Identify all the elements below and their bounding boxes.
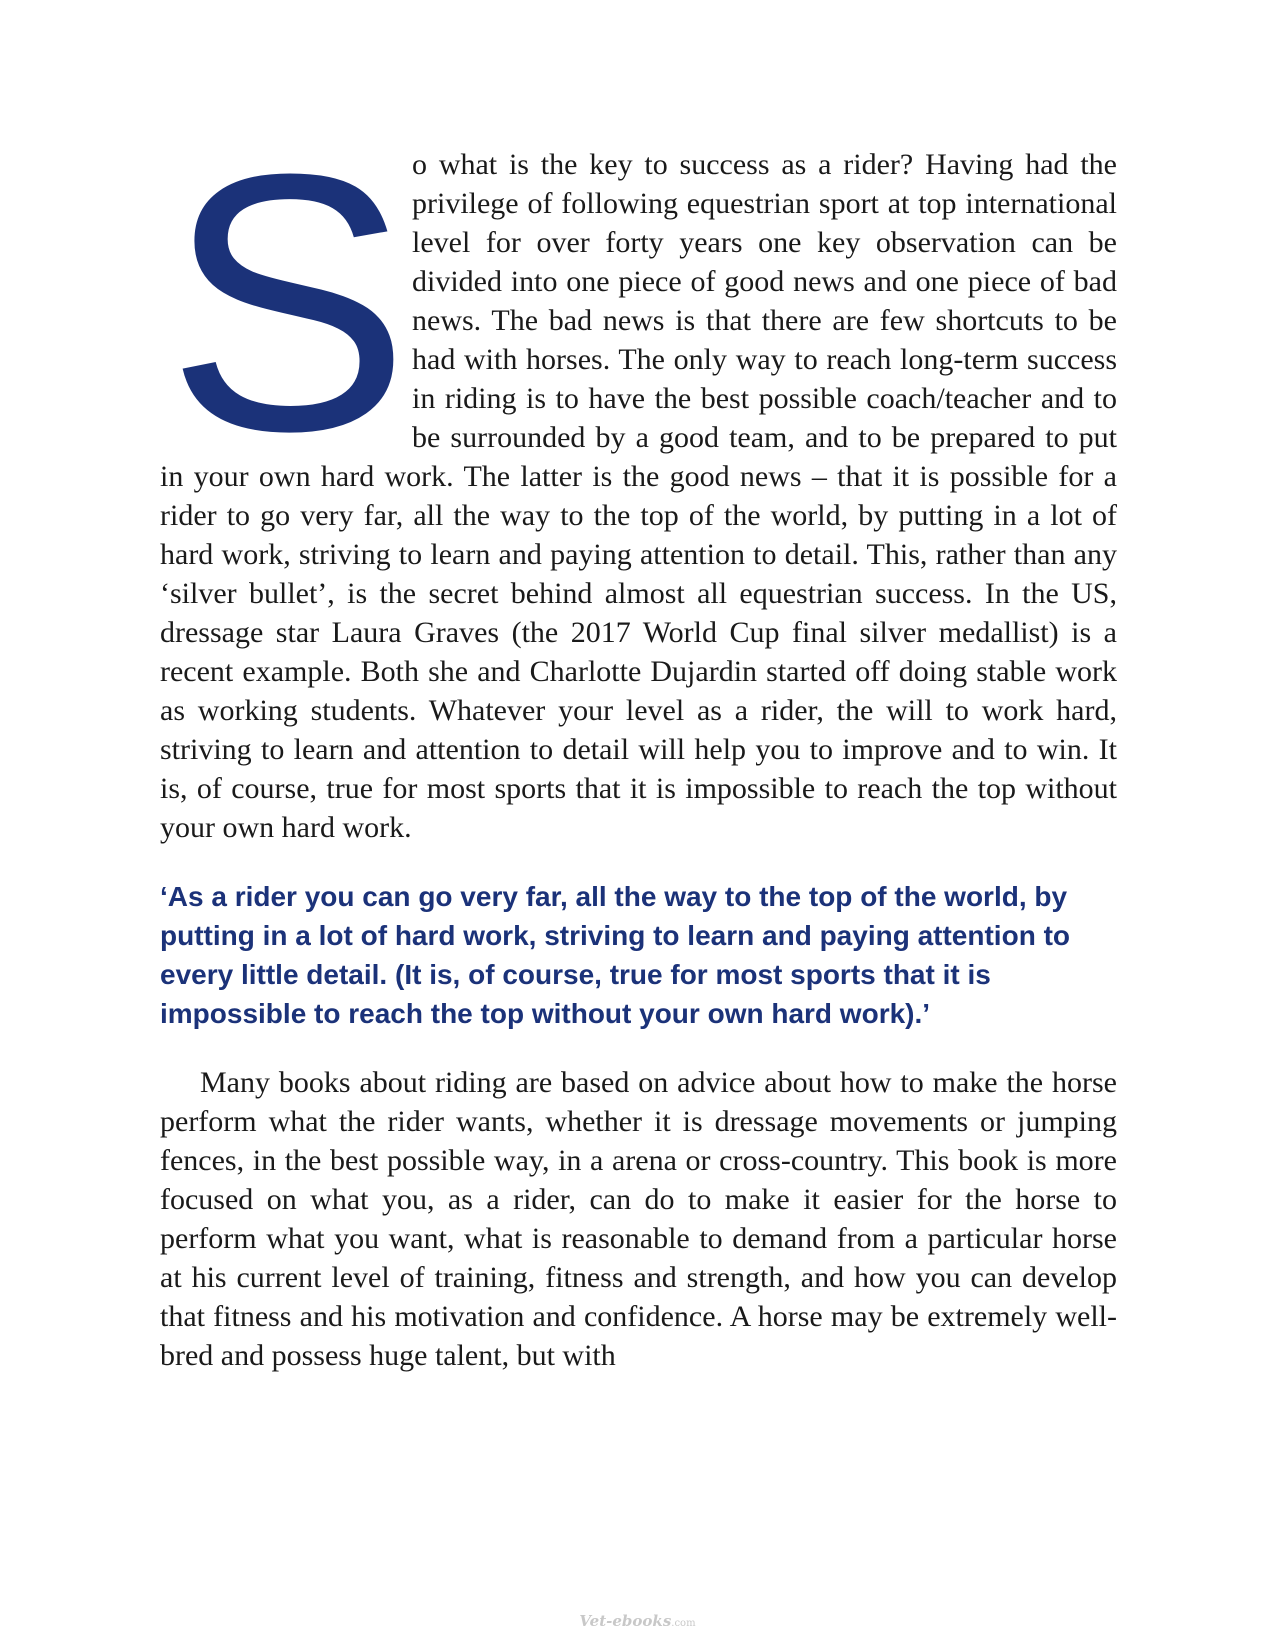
watermark-suffix: .com [671, 1618, 696, 1629]
second-paragraph: Many books about riding are based on advice about how to make the horse perform what the rider wants, whether it is dressage movements or jumping fences, in the best possible way, in a arena or cross-country. This book is more focused on what you, as a rider, can do to make it easier for the horse to perform what you want, what is reasonable to demand from a particular horse at his current level of training, fitness and strength, and how you can develop that fitness and his motivation and confidence. A horse may be extremely well-bred and possess huge talent, but with [160, 1066, 1117, 1372]
drop-cap [160, 98, 412, 507]
pull-quote: ‘As a rider you can go very far, all the way to the top of the world, by putting in a lot of hard work, striving to learn and paying attention to every little detail. (It is, of course, true for most sports that it is impossible to reach the top without your own hard work).’ [160, 881, 1070, 1029]
watermark [0, 1612, 1275, 1630]
watermark-text: Vet-ebooks [579, 1612, 672, 1630]
page-content [160, 98, 1117, 1375]
opening-paragraph-text: o what is the key to success as a rider? Having had the privilege of following equestrian sport at top international level for over forty years one key observation can be divided into one piece of good news and one piece of bad news. The bad news is that there are few shortcuts to be had with horses. The only way to reach long-term success in riding is to have the best possible coach/teacher and to be surrounded by a good team, and to be prepared to put in your own hard work. The latter is the good news – that it is possible for a rider to go very far, all the way to the top of the world, by putting in a lot of hard work, striving to learn and paying attention to detail. This, rather than any ‘silver bullet’, is the secret behind almost all equestrian success. In the US, dressage star Laura Graves (the 2017 World Cup final silver medallist) is a recent example. Both she and Charlotte Dujardin started off doing stable work as working students. Whatever your level as a rider, the will to work hard, striving to learn and attention to detail will help you to improve and to win. It is, of course, true for most sports that it is impossible to reach the top without your own hard work. [160, 148, 1117, 844]
opening-paragraph [160, 98, 1117, 847]
drop-cap-letter: S [166, 98, 411, 507]
